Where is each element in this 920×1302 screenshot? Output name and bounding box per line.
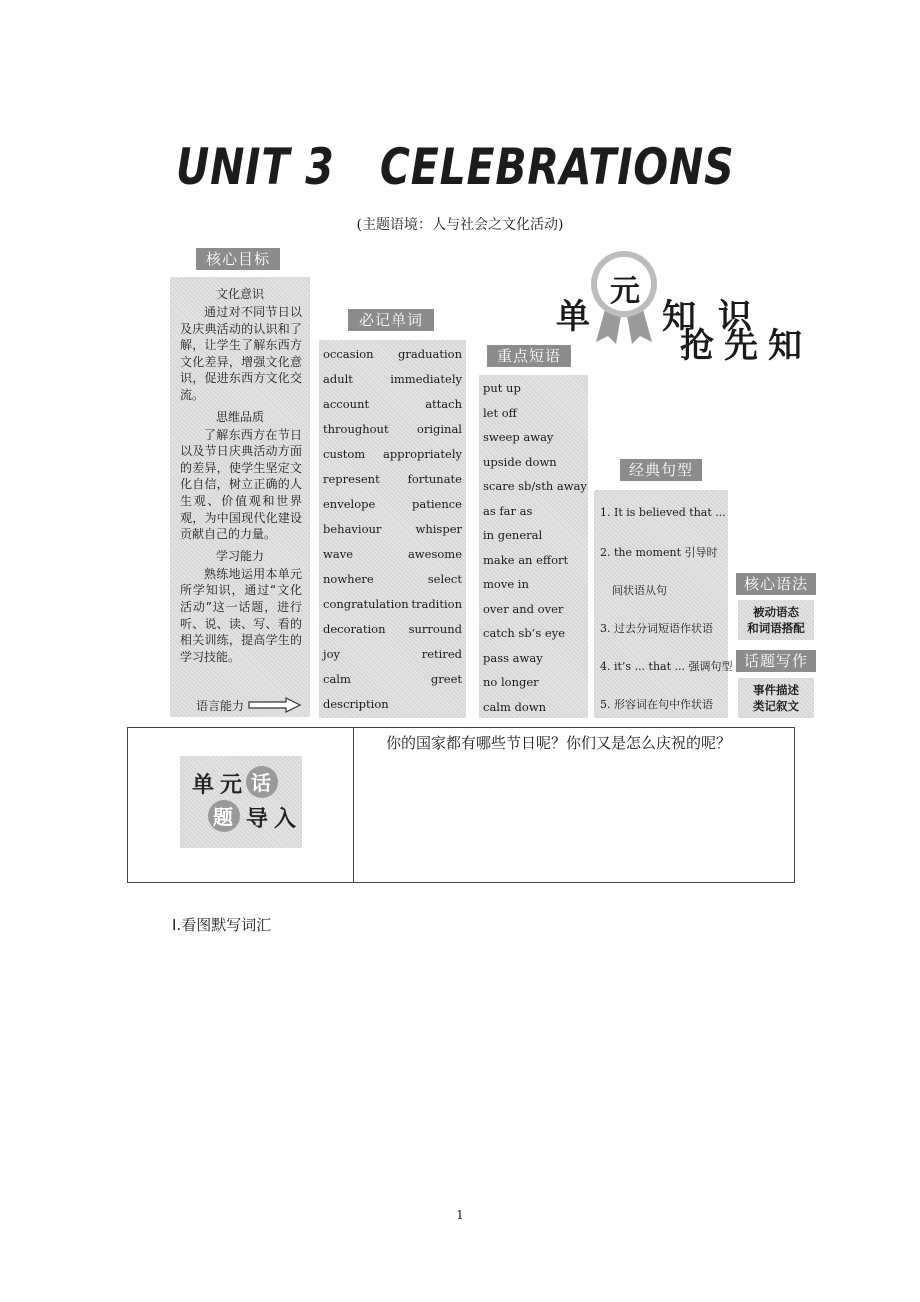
word-item: greet xyxy=(430,672,462,686)
word-row xyxy=(319,667,466,692)
topic-intro-logo xyxy=(180,756,302,848)
phrases-panel xyxy=(479,375,588,718)
word-item: behaviour xyxy=(323,522,382,536)
grammar-line1: 被动语态 xyxy=(753,605,799,619)
sentences-tag: 经典句型 xyxy=(620,459,702,481)
grammar-line2: 和词语搭配 xyxy=(747,621,805,635)
word-item: retired xyxy=(421,647,462,661)
logo-char: 元 xyxy=(220,773,243,798)
words-panel xyxy=(319,340,466,718)
words-tag: 必记单词 xyxy=(348,309,434,331)
phrases-tag: 重点短语 xyxy=(487,345,571,367)
word-item: decoration xyxy=(323,622,386,636)
word-item: surround xyxy=(408,622,462,636)
quality-title: 思维品质 xyxy=(215,409,264,424)
sentence-item: 4. it’s ... that ... 强调句型 xyxy=(600,660,733,673)
word-item: wave xyxy=(323,547,354,561)
badge-char: 单 xyxy=(556,297,594,337)
word-item: throughout xyxy=(323,422,389,436)
grammar-box xyxy=(738,600,814,640)
badge-char: 识 xyxy=(718,297,756,337)
word-item: whisper xyxy=(415,522,462,536)
word-row xyxy=(319,367,466,392)
sentence-item: 3. 过去分词短语作状语 xyxy=(600,622,713,635)
grammar-tag: 核心语法 xyxy=(736,573,816,595)
culture-title: 文化意识 xyxy=(215,287,264,301)
unit-title: UNIT 3 CELEBRATIONS xyxy=(176,138,735,196)
phrase-item: in general xyxy=(483,528,543,542)
sentence-item: 间状语从句 xyxy=(612,584,667,597)
word-row xyxy=(319,517,466,542)
logo-char: 入 xyxy=(274,807,297,832)
word-item: occasion xyxy=(323,347,374,361)
writing-line1: 事件描述 xyxy=(753,683,799,697)
word-item: description xyxy=(323,697,389,711)
phrase-item: sweep away xyxy=(483,430,554,444)
right-arrow-icon xyxy=(248,697,302,713)
word-row xyxy=(319,492,466,517)
logo-char: 题 xyxy=(213,805,233,829)
word-row xyxy=(319,417,466,442)
word-row xyxy=(319,592,466,617)
word-row xyxy=(319,542,466,567)
word-item: awesome xyxy=(407,547,462,561)
badge-ribbon-char: 元 xyxy=(610,274,640,309)
word-item: represent xyxy=(323,472,380,486)
word-item: original xyxy=(416,422,462,436)
unit-subtitle: (主题语境：人与社会之文化活动) xyxy=(356,217,564,233)
phrase-item: let off xyxy=(483,405,517,420)
word-item: envelope xyxy=(323,497,376,511)
logo-char: 话 xyxy=(251,771,271,795)
word-item: fortunate xyxy=(407,472,462,486)
word-row xyxy=(319,467,466,492)
sentence-item: 1. It is believed that ... xyxy=(600,506,726,519)
word-item: congratulation xyxy=(323,597,409,611)
word-row xyxy=(319,617,466,642)
badge-line2: 抢先知 xyxy=(680,326,812,366)
goals-panel xyxy=(170,277,310,717)
writing-tag: 话题写作 xyxy=(736,650,816,672)
logo-char: 导 xyxy=(246,807,269,832)
phrase-item: upside down xyxy=(483,454,557,469)
word-row xyxy=(319,692,466,717)
word-item: joy xyxy=(323,647,340,661)
word-item: attach xyxy=(425,397,462,411)
phrase-item: catch sb’s eye xyxy=(483,626,566,640)
word-row xyxy=(319,567,466,592)
phrases-list xyxy=(479,376,588,719)
writing-box xyxy=(738,678,814,718)
word-item: patience xyxy=(412,497,462,511)
sentence-item: 5. 形容词在句中作状语 xyxy=(600,698,713,711)
badge-line1 xyxy=(556,258,768,337)
phrase-item: move in xyxy=(483,577,529,591)
sentence-item: 2. the moment 引导时 xyxy=(600,546,718,559)
word-row xyxy=(319,642,466,667)
word-item: account xyxy=(323,397,370,411)
topic-logo-graphic xyxy=(180,756,302,848)
word-item: immediately xyxy=(390,372,462,386)
culture-text: 通过对不同节日以及庆典活动的认识和了解，让学生了解东西方文化差异，增强文化意识，促进东西方文化交流。 xyxy=(180,305,302,402)
words-list xyxy=(319,342,466,717)
section-heading: Ⅰ.看图默写词汇 xyxy=(172,916,272,934)
badge-char: 知 xyxy=(662,297,700,337)
word-row xyxy=(319,342,466,367)
word-item: tradition xyxy=(411,597,462,611)
phrase-item: over and over xyxy=(483,601,564,616)
word-item: calm xyxy=(323,672,351,686)
learning-text: 熟练地运用本单元所学知识，通过“文化活动”这一话题，进行听、说、读、写、看的相关训练，提高学生的学习技能。 xyxy=(180,566,302,664)
learning-title: 学习能力 xyxy=(215,548,264,563)
sentences-panel xyxy=(594,490,733,718)
quality-text: 了解东西方在节日以及节日庆典活动方面的差异，使学生坚定文化自信，树立正确的人生观、价值观和世界观，为中国现代化建设贡献自己的力量。 xyxy=(180,427,302,542)
language-label: 语言能力 xyxy=(196,699,245,713)
topic-intro-table xyxy=(127,727,795,883)
phrase-item: scare sb/sth away xyxy=(483,479,587,493)
page-number: 1 xyxy=(456,1208,464,1222)
logo-char: 单 xyxy=(192,773,215,798)
word-item: custom xyxy=(323,447,366,461)
goals-tag: 核心目标 xyxy=(196,248,280,270)
word-row xyxy=(319,392,466,417)
phrase-item: calm down xyxy=(483,699,547,714)
phrase-item: put up xyxy=(483,381,521,395)
writing-line2: 类记叙文 xyxy=(753,699,799,713)
word-item: select xyxy=(427,572,462,586)
word-row xyxy=(319,442,466,467)
word-item: nowhere xyxy=(323,572,374,586)
word-item: graduation xyxy=(398,347,462,361)
topic-question: 你的国家都有哪些节日呢？你们又是怎么庆祝的呢？ xyxy=(386,734,732,752)
phrase-item: as far as xyxy=(483,503,533,518)
word-item: adult xyxy=(323,372,353,386)
table-divider xyxy=(353,728,354,882)
phrase-item: pass away xyxy=(483,650,543,665)
phrase-item: make an effort xyxy=(483,552,569,567)
word-item: appropriately xyxy=(383,447,462,461)
phrase-item: no longer xyxy=(483,675,539,689)
